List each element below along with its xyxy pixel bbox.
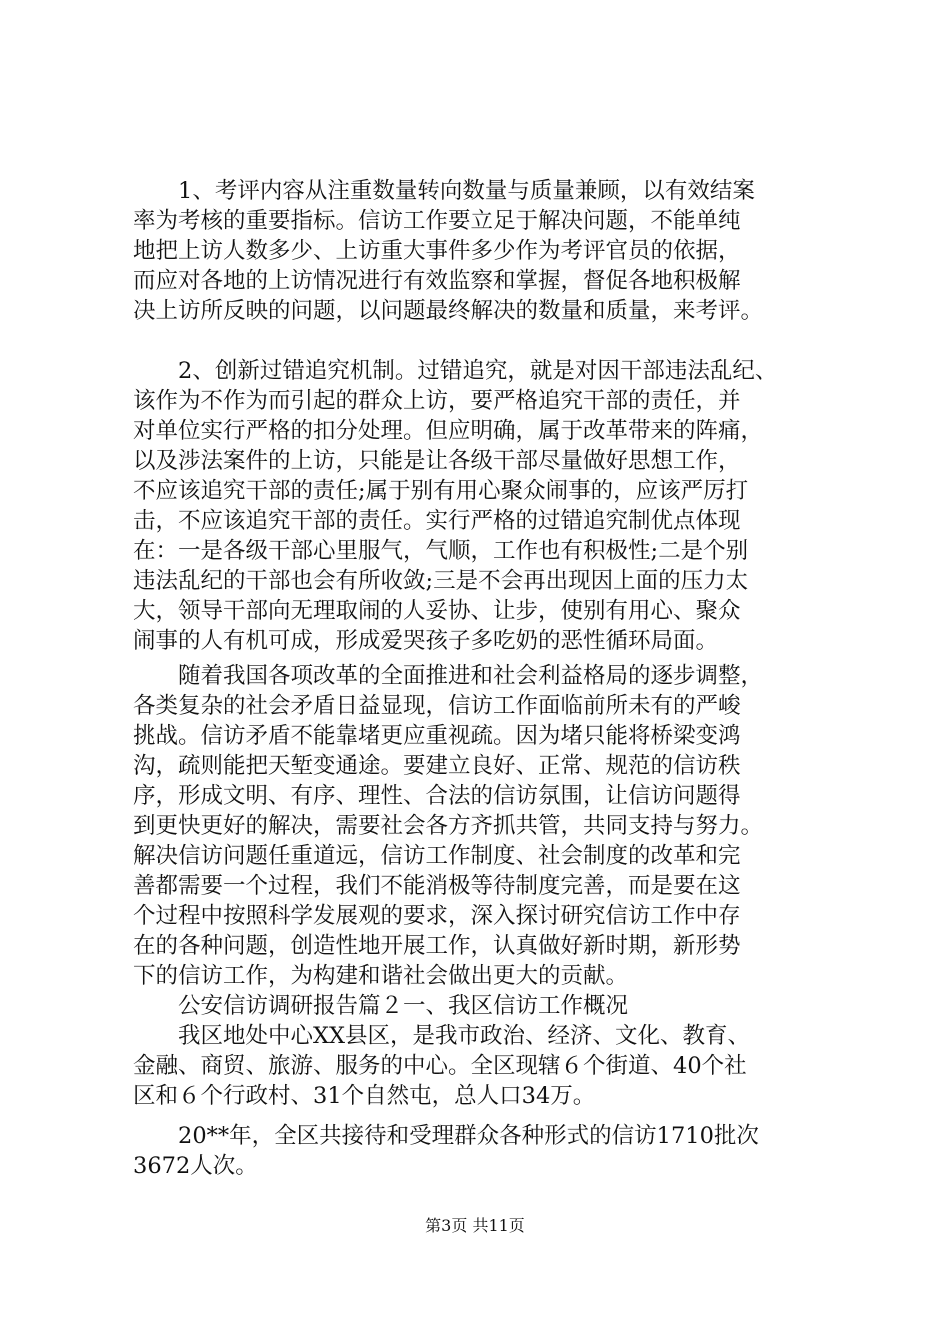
- text-line: 在：一是各级干部心里服气，气顺，工作也有积极性;二是个别: [133, 538, 749, 564]
- text-line: 大，领导干部向无理取闹的人妥协、让步，使别有用心、聚众: [133, 598, 741, 624]
- text-line: 挑战。信访矛盾不能靠堵更应重视疏。因为堵只能将桥梁变鸿: [133, 723, 741, 749]
- text-line: 1、考评内容从注重数量转向数量与质量兼顾，以有效结案: [178, 178, 755, 204]
- text-line: 对单位实行严格的扣分处理。但应明确，属于改革带来的阵痛，: [133, 418, 764, 444]
- text-line: 2、创新过错追究机制。过错追究，就是对因干部违法乱纪、: [178, 358, 778, 384]
- text-line: 个过程中按照科学发展观的要求，深入探讨研究信访工作中存: [133, 903, 741, 929]
- text-line: 决上访所反映的问题，以问题最终解决的数量和质量，来考评。: [133, 298, 764, 324]
- text-line: 3672人次。: [133, 1153, 258, 1179]
- text-line: 解决信访问题任重道远，信访工作制度、社会制度的改革和完: [133, 843, 741, 869]
- text-line: 善都需要一个过程，我们不能消极等待制度完善，而是要在这: [133, 873, 741, 899]
- text-line: 以及涉法案件的上访，只能是让各级干部尽量做好思想工作，: [133, 448, 741, 474]
- text-line: 击，不应该追究干部的责任。实行严格的过错追究制优点体现: [133, 508, 741, 534]
- text-line: 闹事的人有机可成，形成爱哭孩子多吃奶的恶性循环局面。: [133, 628, 719, 654]
- text-line: 沟，疏则能把天堑变通途。要建立良好、正常、规范的信访秩: [133, 753, 741, 779]
- text-line: 下的信访工作，为构建和谐社会做出更大的贡献。: [133, 963, 629, 989]
- text-line: 随着我国各项改革的全面推进和社会利益格局的逐步调整，: [178, 663, 764, 689]
- text-line: 该作为不作为而引起的群众上访，要严格追究干部的责任，并: [133, 388, 741, 414]
- text-line: 到更快更好的解决，需要社会各方齐抓共管，共同支持与努力。: [133, 813, 764, 839]
- text-line: 各类复杂的社会矛盾日益显现，信访工作面临前所未有的严峻: [133, 693, 741, 719]
- text-line: 违法乱纪的干部也会有所收敛;三是不会再出现因上面的压力太: [133, 568, 749, 594]
- text-line: 公安信访调研报告篇２一、我区信访工作概况: [178, 993, 629, 1019]
- text-line: 在的各种问题，创造性地开展工作，认真做好新时期，新形势: [133, 933, 741, 959]
- page-number-footer: 第3页 共11页: [425, 1216, 525, 1235]
- text-line: 金融、商贸、旅游、服务的中心。全区现辖６个街道、40个社: [133, 1053, 747, 1079]
- text-line: 而应对各地的上访情况进行有效监察和掌握，督促各地积极解: [133, 268, 741, 294]
- text-line: 不应该追究干部的责任;属于别有用心聚众闹事的，应该严厉打: [133, 478, 749, 504]
- text-line: 率为考核的重要指标。信访工作要立足于解决问题，不能单纯: [133, 208, 741, 234]
- text-line: 地把上访人数多少、上访重大事件多少作为考评官员的依据，: [133, 238, 741, 264]
- text-line: 20**年，全区共接待和受理群众各种形式的信访1710批次: [178, 1123, 759, 1149]
- text-line: 我区地处中心XX县区，是我市政治、经济、文化、教育、: [178, 1023, 751, 1049]
- text-line: 区和６个行政村、31个自然屯，总人口34万。: [133, 1083, 596, 1109]
- text-line: 序，形成文明、有序、理性、合法的信访氛围，让信访问题得: [133, 783, 741, 809]
